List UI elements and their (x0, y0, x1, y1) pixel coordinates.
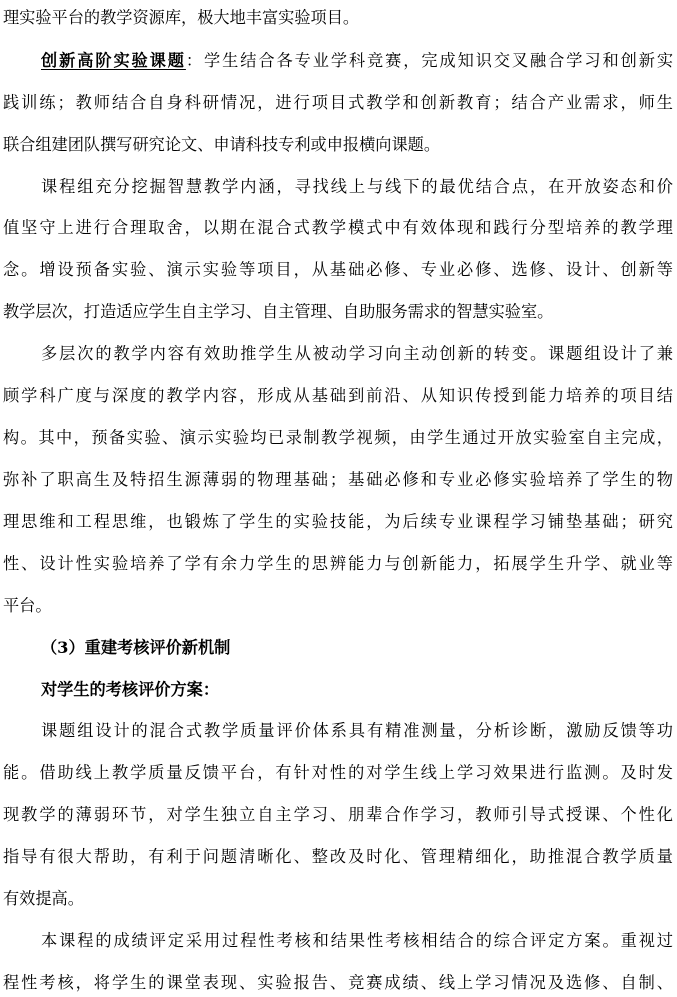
section-heading: （3）重建考核评价新机制 (41, 638, 231, 657)
paragraph-line: 平台。 (3, 596, 52, 615)
paragraph-line: 本课程的成绩评定采用过程性考核和结果性考核相结合的综合评定方案。重视过 (41, 931, 673, 950)
paragraph-line: 课程组充分挖掘智慧教学内涵，寻找线上与线下的最优结合点，在开放姿态和价 (41, 177, 673, 196)
paragraph-line: 弥补了职高生及特招生源薄弱的物理基础；基础必修和专业必修实验培养了学生的物 (3, 470, 673, 489)
subsection-heading: 对学生的考核评价方案： (41, 680, 220, 699)
paragraph-line: 念。增设预备实验、演示实验等项目，从基础必修、专业必修、选修、设计、创新等 (3, 260, 673, 279)
paragraph-line: 程性考核，将学生的课堂表现、实验报告、竞赛成绩、线上学习情况及选修、自制、 (3, 973, 673, 992)
paragraph-line: 性、设计性实验培养了学有余力学生的思辨能力与创新能力，拓展学生升学、就业等 (3, 554, 673, 573)
paragraph-line: 值坚守上进行合理取舍，以期在混合式教学模式中有效体现和践行分型培养的教学理 (3, 218, 673, 237)
paragraph-text: 学生结合各专业学科竞赛，完成知识交叉融合学习和创新实 (204, 51, 674, 70)
paragraph-line (41, 49, 673, 73)
paragraph-line: 有效提高。 (3, 889, 84, 908)
innovation-topic-heading: 创新高阶实验课题 (41, 51, 186, 70)
paragraph-line: 顾学科广度与深度的教学内容，形成从基础到前沿、从知识传授到能力培养的项目结 (3, 386, 673, 405)
paragraph-line: 课题组设计的混合式教学质量评价体系具有精准测量，分析诊断，激励反馈等功 (41, 721, 673, 740)
heading-colon: ： (185, 51, 205, 70)
paragraph-line: 理思维和工程思维，也锻炼了学生的实验技能，为后续专业课程学习铺垫基础；研究 (3, 512, 673, 531)
paragraph-line: 能。借助线上教学质量反馈平台，有针对性的对学生线上学习效果进行监测。及时发 (3, 763, 673, 782)
paragraph-line: 指导有很大帮助，有利于问题清晰化、整改及时化、管理精细化，助推混合教学质量 (3, 847, 673, 866)
paragraph-line: 联合组建团队撰写研究论文、申请科技专利或申报横向课题。 (3, 135, 441, 154)
paragraph-line: 教学层次，打造适应学生自主学习、自主管理、自助服务需求的智慧实验室。 (3, 302, 554, 321)
paragraph-line: 现教学的薄弱环节，对学生独立自主学习、朋辈合作学习，教师引导式授课、个性化 (3, 805, 673, 824)
paragraph-line: 践训练；教师结合自身科研情况，进行项目式教学和创新教育；结合产业需求，师生 (3, 93, 673, 112)
paragraph-line: 多层次的教学内容有效助推学生从被动学习向主动创新的转变。课题组设计了兼 (41, 344, 673, 363)
paragraph-line: 理实验平台的教学资源库，极大地丰富实验项目。 (3, 8, 360, 27)
paragraph-line: 构。其中，预备实验、演示实验均已录制教学视频，由学生通过开放实验室自主完成， (3, 428, 673, 447)
